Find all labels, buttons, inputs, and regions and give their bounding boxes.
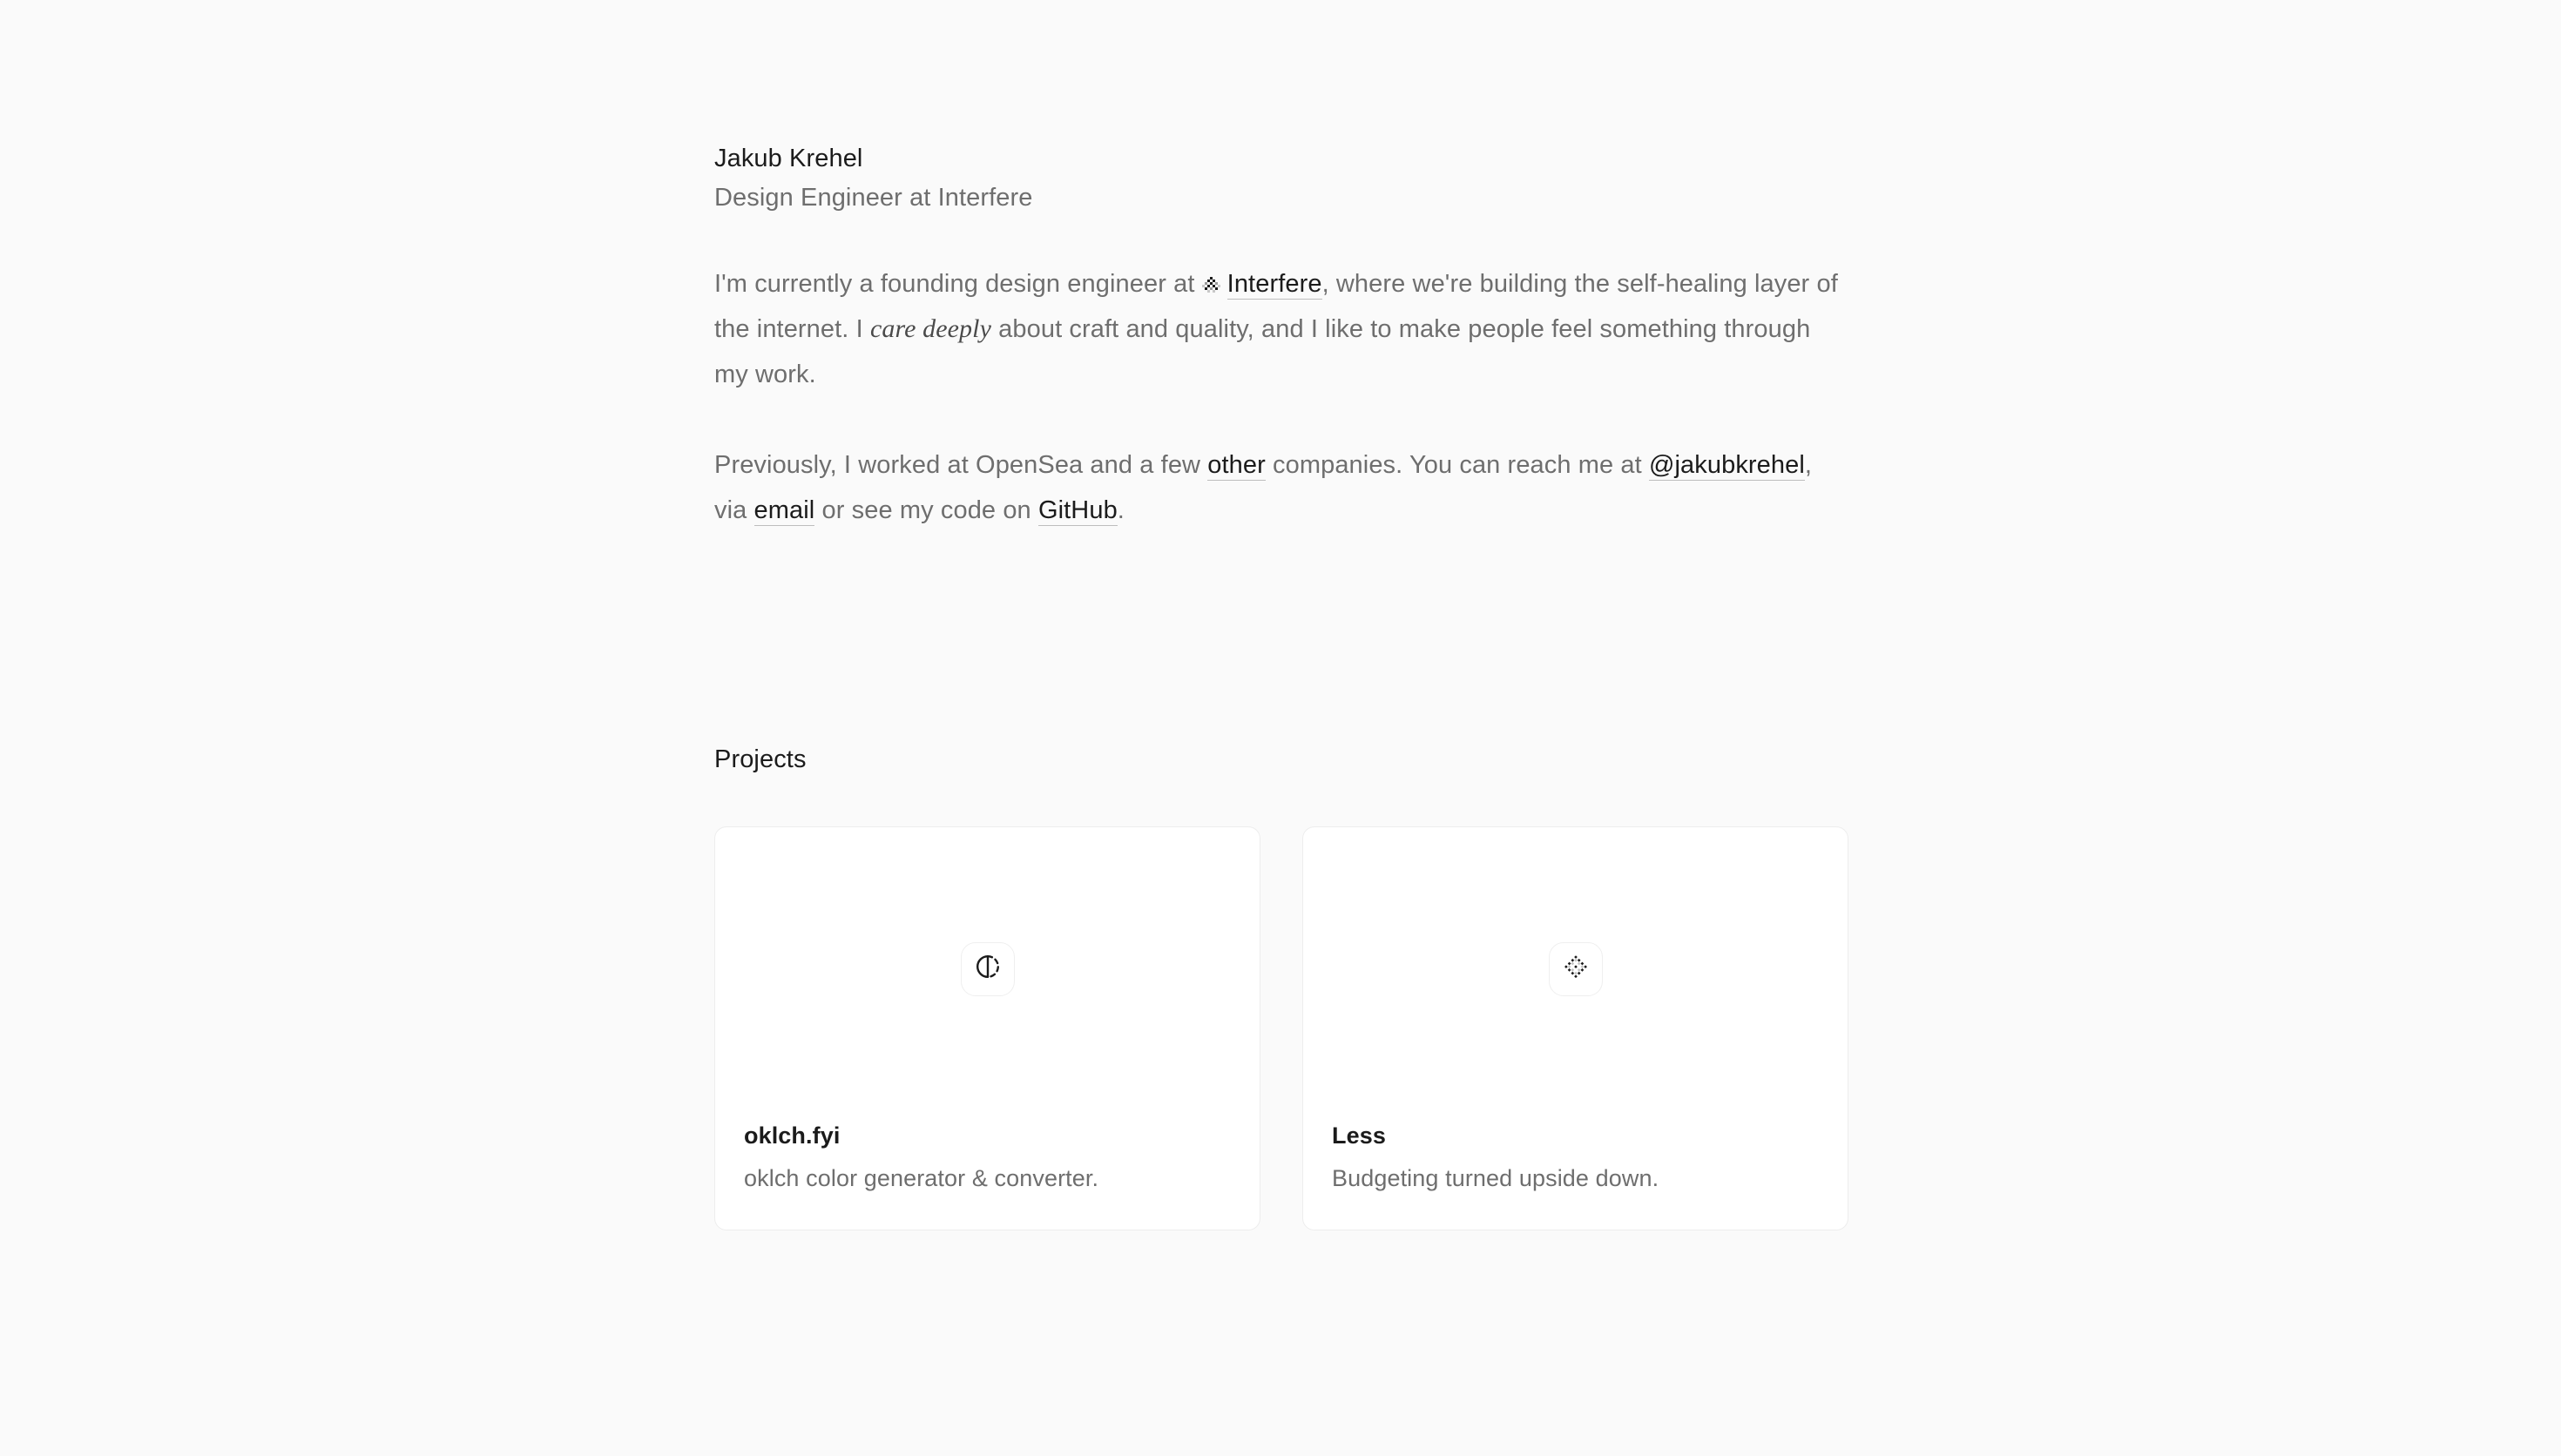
profile-header [714,0,1864,218]
project-card-meta [1303,1119,1848,1230]
bio-p1-after-brand: , where we're building the self-healing layer of the internet. I [714,270,1838,343]
project-icon-tile [961,942,1015,996]
bio-p1-tail: about craft and quality, and I like to make people feel something through my work. [714,315,1811,388]
bio-p2-lead: Previously, I worked at OpenSea and a few [714,451,1208,479]
email-link[interactable]: email [753,496,815,524]
projects-card-grid [714,826,1864,1230]
oklch-contrast-circle-icon [974,953,1002,985]
project-card-artwork [715,827,1260,1119]
bio-p2-mid: companies. You can reach me at [1265,451,1649,479]
project-card-artwork [1303,827,1848,1119]
project-title: oklch.fyi [744,1122,841,1149]
bio-p1-before-brand: I'm currently a founding design engineer at [714,270,1202,298]
content-column [714,0,1864,1230]
bio-p2-period: . [1117,496,1125,524]
bio-emphasis-care-deeply: care deeply [869,314,992,343]
interfere-brand-group [1202,270,1322,298]
project-card-meta [715,1119,1260,1230]
project-card-less[interactable] [1302,826,1848,1230]
bio-paragraph-2 [714,442,1838,533]
profile-name: Jakub Krehel [714,145,863,172]
projects-heading: Projects [714,745,807,773]
bio-paragraph-1 [714,261,1838,397]
twitter-handle-link[interactable]: @jakubkrehel [1648,451,1805,479]
profile-role: Design Engineer at Interfere [714,184,1033,212]
project-card-oklch[interactable] [714,826,1260,1230]
bio-p2-sep1: , via [714,451,1813,524]
github-link[interactable]: GitHub [1037,496,1118,524]
project-title: Less [1332,1122,1386,1149]
project-description: oklch color generator & converter. [744,1165,1099,1191]
interfere-link[interactable]: Interfere [1226,270,1322,298]
other-companies-link[interactable]: other [1207,451,1266,479]
interfere-dither-diamond-icon [1202,264,1221,283]
project-description: Budgeting turned upside down. [1332,1165,1659,1191]
bio-p2-sep2: or see my code on [814,496,1038,524]
less-dither-diamond-icon [1563,954,1589,984]
project-icon-tile [1549,942,1603,996]
